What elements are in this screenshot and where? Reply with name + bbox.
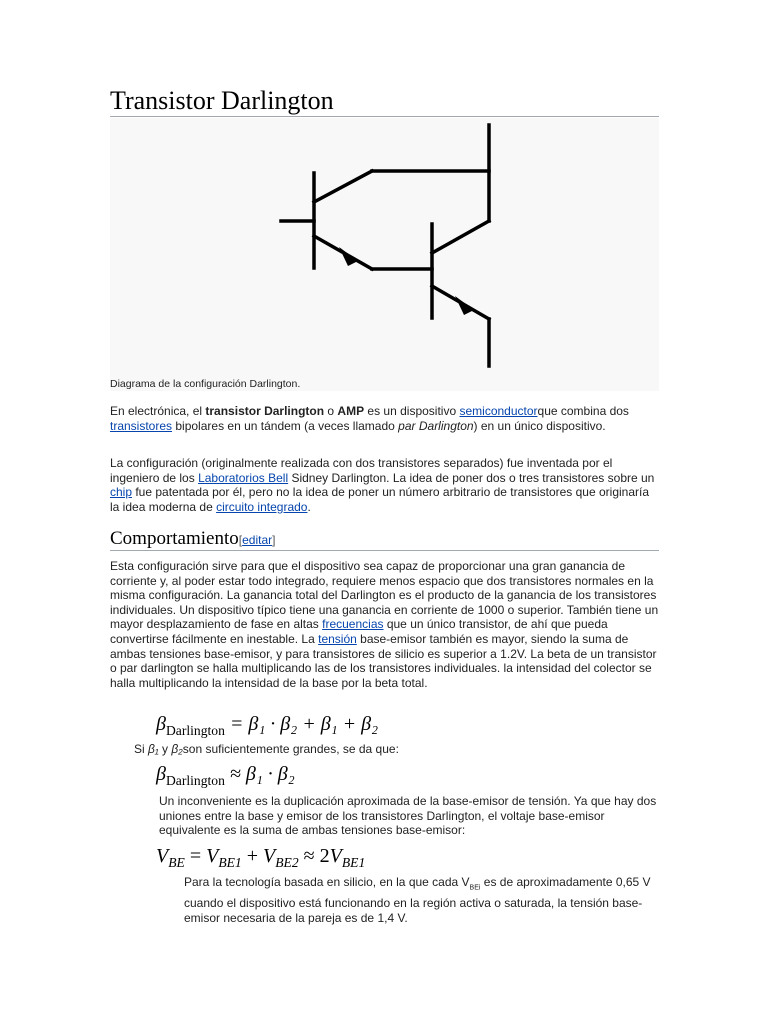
link-tension[interactable]: tensión xyxy=(318,631,357,646)
link-circuito-integrado[interactable]: circuito integrado xyxy=(216,499,308,514)
figure-caption: Diagrama de la configuración Darlington. xyxy=(110,378,301,390)
page-title: Transistor Darlington xyxy=(110,84,659,117)
term-par-darlington: par Darlington xyxy=(398,418,474,433)
drawback-paragraph: Un inconveniente es la duplicación aproximada de la base-emisor de tensión. Ya que hay dos uniones entre la base y emisor de los transistores Darlington, el voltaje base-emisor equivalente es la suma de ambas tensiones base-emisor: xyxy=(159,794,657,838)
section-heading-comportamiento: Comportamiento[editar] xyxy=(110,528,659,551)
t2-collector xyxy=(432,221,489,253)
t2-emitter-arrow xyxy=(455,296,474,315)
silicon-paragraph: Para la tecnología basada en silicio, en la que cada $V_{BEi}$ es de aproximadamente 0,65 V cuando el dispositivo está funcionando en la región activa o saturada, la tensión base-emisor necesaria de la pareja es de 1,4 V. xyxy=(184,875,651,925)
darlington-circuit-svg xyxy=(110,118,659,391)
term-transistor-darlington: transistor Darlington xyxy=(205,404,325,418)
t1-collector xyxy=(314,171,372,202)
history-paragraph: La configuración (originalmente realizada con dos transistores separados) fue inventada por el ingeniero de los Laboratorios Bell Sidney Darlington. La idea de poner dos o tres transistores sobre un chip fue patentada por él, pero no la idea de poner un número arbitrario de transistores que originaría la idea moderna de circuito integrado. xyxy=(110,456,655,514)
formula-vbe: $V_{BE} = V_{BE1} + V_{BE2} \approx 2V_{BE1}$ xyxy=(156,845,366,870)
intro-paragraph: En electrónica, el transistor Darlington o AMP es un dispositivo semiconductorque combina dos transistores bipolares en un tándem (a veces llamado par Darlington) en un único dispositivo. xyxy=(110,404,629,433)
edit-section: [editar] xyxy=(238,533,276,547)
formula-beta-darlington-approx: $\beta_{Darlington} \approx \beta_1 \cdot \beta_2$ xyxy=(156,763,295,788)
t1-emitter-arrow xyxy=(339,247,358,266)
link-laboratorios-bell[interactable]: Laboratorios Bell xyxy=(198,470,289,485)
behavior-paragraph: Esta configuración sirve para que el dispositivo sea capaz de proporcionar una gran ganancia de corriente y, al poder estar todo integrado, requiere menos espacio que dos transistores normales en la misma configuración. La ganancia total del Darlington es el producto de la ganancia de los transistores individuales. Un dispositivo típico tiene una ganancia en corriente de 1000 o superior. También tiene un mayor desplazamiento de fase en altas frecuencias que un único transistor, de ahí que pueda convertirse fácilmente en inestable. La tensión base-emisor también es mayor, siendo la suma de ambas tensiones base-emisor, y para transistores de silicio es superior a 1.2V. La beta de un transistor o par darlington se halla multiplicando las de los transistores individuales. la intensidad del colector se halla multiplicando la intensidad de la base por la beta total. xyxy=(110,559,659,690)
edit-link[interactable]: editar xyxy=(242,533,273,547)
link-chip[interactable]: chip xyxy=(110,485,133,500)
condition-text: Si β₁ y β₂son suficientemente grandes, se da que: xyxy=(134,742,399,756)
link-frecuencias[interactable]: frecuencias xyxy=(322,617,384,632)
term-amp: AMP xyxy=(337,404,365,418)
darlington-diagram xyxy=(110,118,659,391)
link-transistores[interactable]: transistores xyxy=(110,418,173,433)
formula-beta-darlington-sum: $\beta_{Darlington} = \beta_1 \cdot \beta_2 + \beta_1 + \beta_2$ xyxy=(156,713,379,738)
link-semiconductor[interactable]: semiconductor xyxy=(459,404,538,418)
